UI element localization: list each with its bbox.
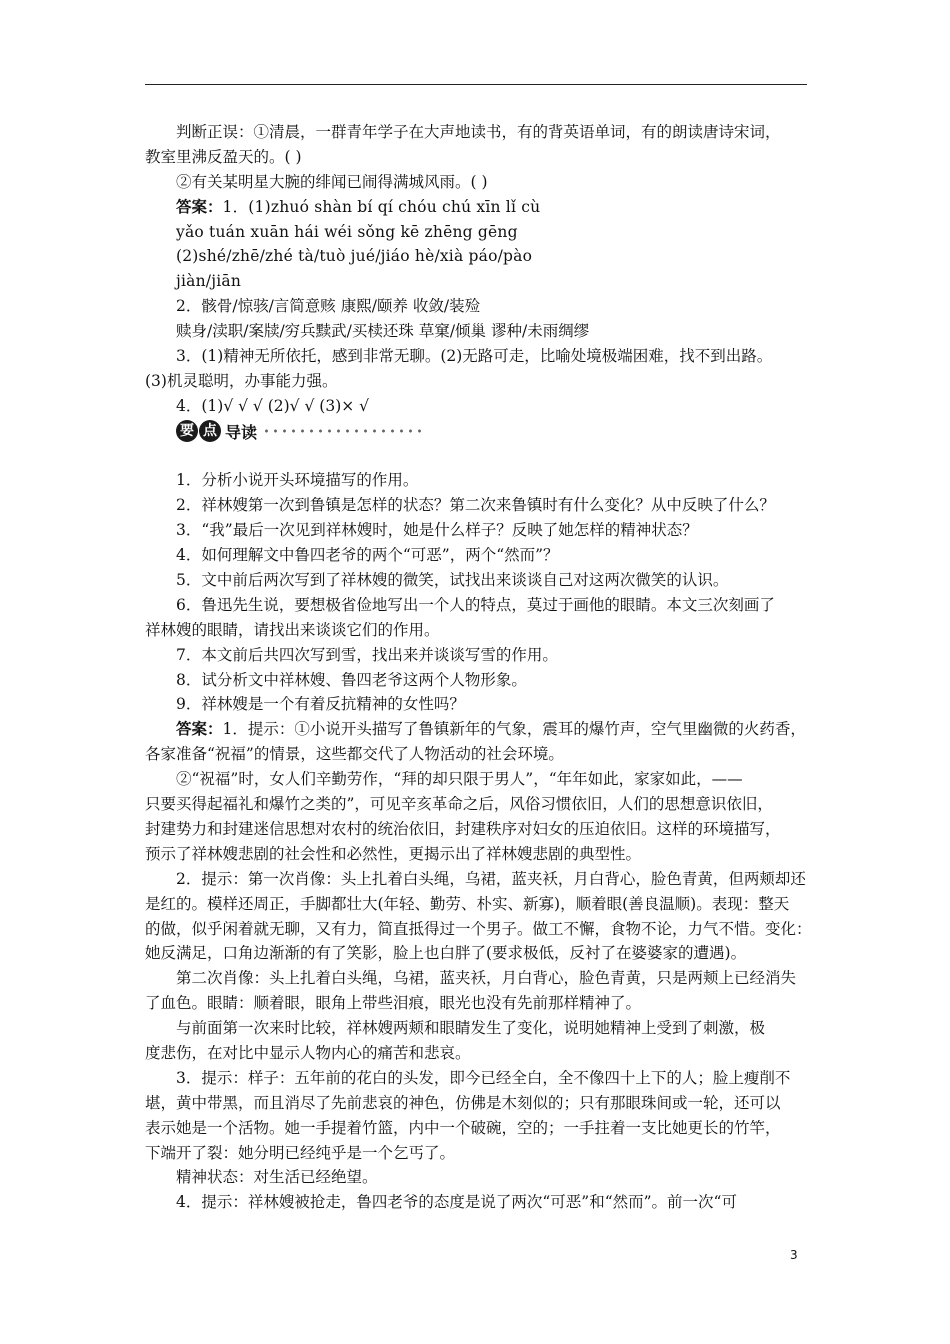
text-line: 4．(1)√ √ √ (2)√ √ (3)× √: [176, 396, 370, 415]
answer-label: 答案：: [176, 719, 223, 739]
question-item: 7．本文前后共四次写到雪，找出来并谈谈写雪的作用。: [176, 645, 558, 664]
question-item: 9．祥林嫂是一个有着反抗精神的女性吗？: [176, 695, 465, 714]
text-line: 精神状态：对生活已经绝望。: [176, 1168, 378, 1187]
text-line: 4．提示：祥林嫂被抢走，鲁四老爷的态度是说了两次“可恶”和“然而”。前一次“可: [176, 1193, 737, 1212]
question-item: 5．文中前后两次写到了祥林嫂的微笑，试找出来谈谈自己对这两次微笑的认识。: [176, 571, 729, 590]
text-line: 教室里沸反盈天的。( ): [145, 147, 302, 166]
text-line: 判断正误：①清晨，一群青年学子在大声地读书，有的背英语单词，有的朗读唐诗宋词，: [176, 123, 781, 141]
text-line: 2．骸骨/惊骇/言简意赅 康熙/颐养 收敛/装殓: [176, 297, 481, 316]
question-item: 3．“我”最后一次见到祥林嫂时，她是什么样子？反映了她怎样的精神状态？: [176, 521, 698, 540]
text-line: 了血色。眼睛：顺着眼，眼角上带些泪痕，眼光也没有先前那样精神了。: [145, 994, 642, 1013]
text-line: 下端开了裂：她分明已经纯乎是一个乞丐了。: [145, 1143, 456, 1162]
text-line: 度悲伤，在对比中显示人物内心的痛苦和悲哀。: [145, 1043, 471, 1062]
question-item: 1．分析小说开头环境描写的作用。: [176, 471, 419, 490]
text-line: 的做，似乎闲着就无聊，又有力，简直抵得过一个男子。做工不懈，食物不论，力气不惜。变化：: [145, 919, 812, 938]
question-item: 2．祥林嫂第一次到鲁镇是怎样的状态？第二次来鲁镇时有什么变化？从中反映了什么？: [176, 496, 775, 515]
text-line: ②有关某明星大腕的绯闻已闹得满城风雨。( ): [176, 172, 488, 191]
section-heading: [145, 419, 820, 444]
text-line: 第二次肖像：头上扎着白头绳，乌裙，蓝夹袄，月白背心，脸色青黄，只是两颊上已经消失: [176, 969, 797, 988]
heading-char-bubble: 点: [199, 420, 221, 442]
question-item: 8．试分析文中祥林嫂、鲁四老爷这两个人物形象。: [176, 670, 527, 689]
text-line: 是红的。模样还周正，手脚都壮大(年轻、勤劳、朴实、新寡)，顺着眼(善良温顺)。表现：整天: [145, 894, 790, 913]
text-line: ②“祝福”时，女人们辛勤劳作，“拜的却只限于男人”，“年年如此，家家如此，——: [176, 770, 743, 789]
blank-line: [145, 444, 820, 469]
document-body: [145, 120, 820, 1215]
text-line: 3．提示：样子：五年前的花白的头发，即今已经全白，全不像四十上下的人；脸上瘦削不: [176, 1068, 791, 1087]
answer-label: 答案：: [176, 196, 223, 216]
text-line: 封建势力和封建迷信思想对农村的统治依旧，封建秩序对妇女的压迫依旧。这样的环境描写，: [145, 819, 781, 838]
text-line: 预示了祥林嫂悲剧的社会性和必然性，更揭示出了祥林嫂悲剧的典型性。: [145, 844, 642, 863]
text-line: 2．提示：第一次肖像：头上扎着白头绳，乌裙，蓝夹袄，月白背心，脸色青黄，但两颊却还: [176, 869, 806, 888]
text-line: 3．(1)精神无所依托，感到非常无聊。(2)无路可走，比喻处境极端困难，找不到出路。: [176, 347, 773, 366]
text-line: 她反满足，口角边渐渐的有了笑影，脸上也白胖了(要求极低，反衬了在婆婆家的遭遇)。: [145, 944, 747, 963]
text-line: 祥林嫂的眼睛，请找出来谈谈它们的作用。: [145, 620, 440, 639]
text-line: 与前面第一次来时比较，祥林嫂两颊和眼睛发生了变化，说明她精神上受到了刺激，极: [176, 1019, 766, 1038]
answer-line: 答案：1．提示：①小说开头描写了鲁镇新年的气象，震耳的爆竹声，空气里幽微的火药香，: [176, 719, 806, 739]
question-item: 6．鲁迅先生说，要想极省俭地写出一个人的特点，莫过于画他的眼睛。本文三次刻画了: [176, 595, 775, 614]
page-number: 3: [790, 1248, 798, 1262]
text-line: yǎo tuán xuān hái wéi sǒng kē zhēng gēng: [176, 222, 518, 241]
text-line: 各家准备“祝福”的情景，这些都交代了人物活动的社会环境。: [145, 745, 564, 764]
heading-badge: [176, 420, 257, 443]
text-line: 只要买得起福礼和爆竹之类的”，可见辛亥革命之后，风俗习惯依旧，人们的思想意识依旧，: [145, 795, 773, 814]
text-line: 堪，黄中带黑，而且消尽了先前悲哀的神色，仿佛是木刻似的；只有那眼珠间或一轮，还可以: [145, 1093, 781, 1112]
text-line: 表示她是一个活物。她一手提着竹篮，内中一个破碗，空的；一手拄着一支比她更长的竹竿，: [145, 1118, 781, 1137]
text-line: 赎身/渎职/案牍/穷兵黩武/买椟还珠 草窠/倾巢 谬种/未雨绸缪: [176, 322, 590, 341]
question-item: 4．如何理解文中鲁四老爷的两个“可恶”，两个“然而”？: [176, 546, 559, 565]
heading-char-bubble: 要: [176, 420, 198, 442]
header-rule: [145, 84, 807, 85]
text-line: (2)shé/zhē/zhé tà/tuò jué/jiáo hè/xià páo/pào: [176, 247, 533, 266]
heading-text: 导读: [225, 422, 258, 442]
text-line: jiàn/jiān: [176, 272, 241, 291]
text-line: (3)机灵聪明，办事能力强。: [145, 371, 338, 390]
answer-line: 答案：1．(1)zhuó shàn bí qí chóu chú xīn lǐ cù: [176, 196, 541, 216]
dotted-decoration: [262, 426, 422, 436]
